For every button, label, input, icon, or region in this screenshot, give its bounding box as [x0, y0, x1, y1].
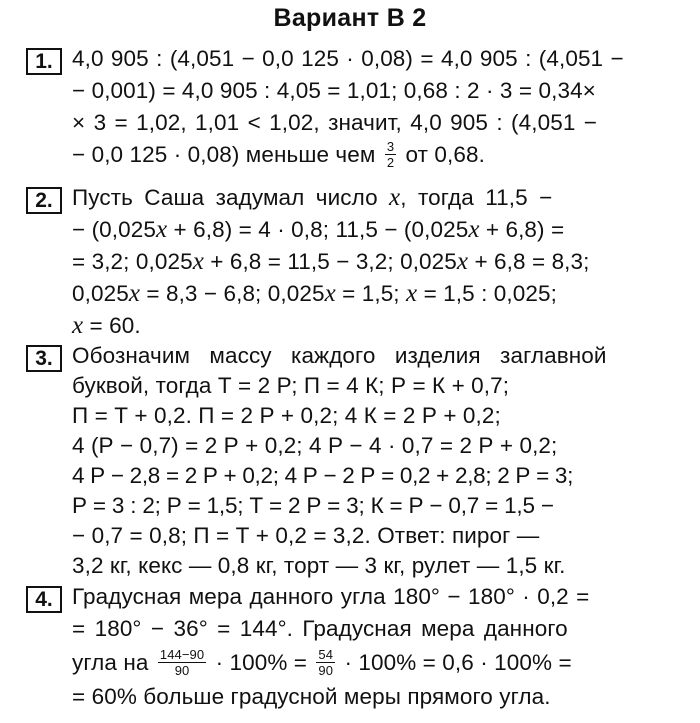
- variable-x: x: [406, 280, 418, 307]
- solution-line: [72, 279, 557, 309]
- text-segment: = 60.: [83, 313, 141, 338]
- fraction-numerator: 54: [318, 646, 334, 662]
- variable-x: x: [324, 280, 336, 307]
- text-segment: = 3,2; 0,025: [72, 249, 193, 274]
- solution-line: Р = 3 : 2; Р = 1,5; Т = 2 Р = 3; К = Р − 0,7 = 1,5 −: [72, 493, 554, 518]
- problem-2: [26, 183, 676, 343]
- fraction-numerator: 3: [386, 138, 395, 154]
- variable-x: x: [72, 312, 84, 339]
- text-segment: + 6,8 = 8,3;: [468, 249, 590, 274]
- text-segment: , тогда 11,5 −: [400, 185, 553, 210]
- variable-x: x: [389, 184, 401, 211]
- text-segment: от 0,68.: [405, 142, 485, 167]
- variable-x: x: [156, 216, 168, 243]
- solution-line: = 60% больше градусной меры прямого угла.: [72, 684, 551, 709]
- solution-line: − 0,7 = 0,8; П = Т + 0,2 = 3,2. Ответ: пирог —: [72, 523, 540, 548]
- text-segment: 0,025: [72, 281, 129, 306]
- text-segment: = 1,5;: [335, 281, 400, 306]
- variable-x: x: [128, 280, 141, 307]
- solution-line: 4,0 905 : (4,051 − 0,0 125 · 0,08) = 4,0 905 : (4,051 −: [72, 46, 624, 71]
- problem-number: 3.: [26, 345, 62, 372]
- solution-line: 4 Р − 2,8 = 2 Р + 0,2; 4 Р − 2 Р = 0,2 + 2,8; 2 Р = 3;: [72, 463, 574, 488]
- problem-number: 4.: [26, 586, 62, 613]
- fraction-numerator: 144−90: [159, 646, 205, 662]
- text-segment: + 6,8) =: [479, 217, 565, 242]
- solution-line: [72, 215, 564, 245]
- text-segment: Пусть Саша задумал число: [72, 185, 378, 210]
- solution-line: = 180° − 36° = 144°. Градусная мера данного: [72, 616, 568, 641]
- solution-line: [72, 247, 590, 277]
- problem-1: [26, 44, 676, 176]
- problem-3: [26, 341, 676, 591]
- text-segment: + 6,8 = 11,5 − 3,2; 0,025: [203, 249, 457, 274]
- solution-line: 3,2 кг, кекс — 0,8 кг, торт — 3 кг, рулет — 1,5 кг.: [72, 553, 566, 578]
- text-segment: · 100% =: [215, 650, 308, 675]
- fraction-denominator: 90: [174, 662, 190, 678]
- solution-line: × 3 = 1,02, 1,01 < 1,02, значит, 4,0 905 : (4,051 −: [72, 110, 598, 135]
- solution-line: [72, 311, 141, 341]
- text-segment: угла на: [72, 650, 149, 675]
- variable-x: x: [456, 248, 469, 275]
- solution-line: [72, 648, 572, 679]
- fraction-denominator: 90: [318, 662, 334, 678]
- solution-line: буквой, тогда Т = 2 Р; П = 4 К; Р = К + 0,7;: [72, 373, 510, 398]
- problem-4: [26, 582, 676, 718]
- solution-line: 4 (Р − 0,7) = 2 Р + 0,2; 4 Р − 4 · 0,7 = 2 Р + 0,2;: [72, 433, 558, 458]
- text-segment: · 100% = 0,6 · 100% =: [344, 650, 572, 675]
- solution-line: Обозначим массу каждого изделия заглавной: [72, 343, 607, 368]
- fraction: [316, 648, 335, 677]
- solution-line: Градусная мера данного угла 180° − 180° · 0,2 =: [72, 584, 590, 609]
- fraction: [385, 140, 396, 169]
- solution-line: − 0,001) = 4,0 905 : 4,05 = 1,01; 0,68 : 2 · 3 = 0,34×: [72, 78, 596, 103]
- text-segment: = 8,3 − 6,8; 0,025: [140, 281, 325, 306]
- text-segment: − 0,0 125 · 0,08) меньше чем: [72, 142, 376, 167]
- solution-line: [72, 183, 552, 213]
- fraction: [158, 648, 206, 677]
- fraction-denominator: 2: [386, 154, 395, 170]
- page-title: Вариант В 2: [273, 4, 427, 32]
- variable-x: x: [192, 248, 204, 275]
- solution-line: П = Т + 0,2. П = 2 Р + 0,2; 4 К = 2 Р + 0,2;: [72, 403, 501, 428]
- problem-number: 1.: [26, 48, 62, 75]
- solution-line: [72, 140, 485, 171]
- text-segment: + 6,8) = 4 · 0,8; 11,5 − (0,025: [167, 217, 469, 242]
- text-segment: = 1,5 : 0,025;: [417, 281, 557, 306]
- variable-x: x: [468, 216, 480, 243]
- text-segment: − (0,025: [72, 217, 156, 242]
- problem-number: 2.: [26, 187, 62, 214]
